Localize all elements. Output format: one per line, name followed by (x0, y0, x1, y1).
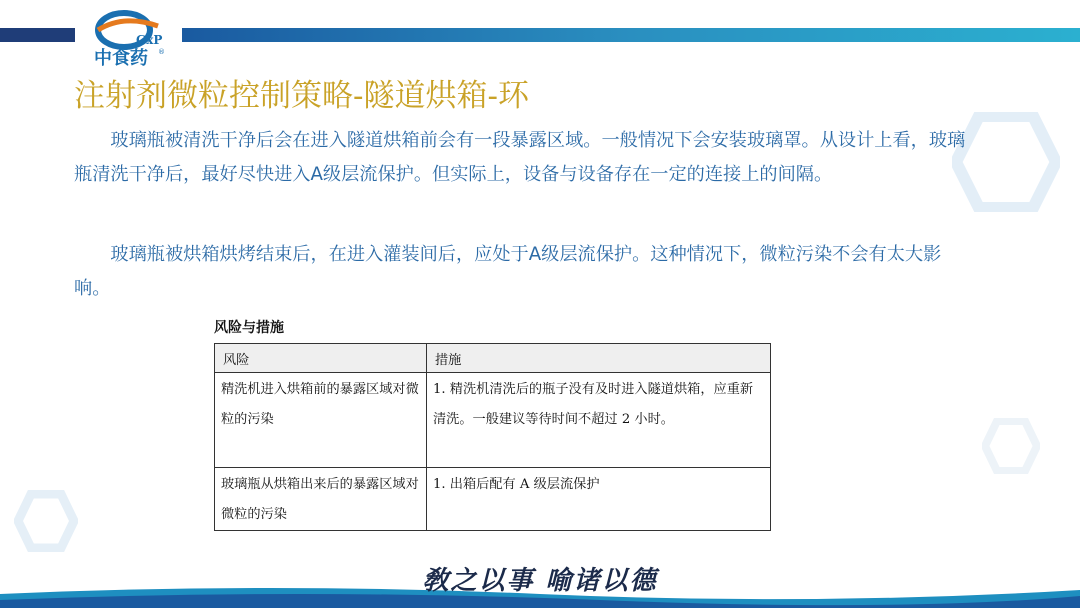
company-logo (88, 4, 176, 68)
risk-measure-table (214, 343, 771, 531)
slide-title: 注射剂微粒控制策略-隧道烘箱-环 (74, 78, 529, 114)
risk-cell: 精洗机进入烘箱前的暴露区域对微粒的污染 (215, 373, 427, 468)
column-header-risk: 风险 (215, 344, 427, 373)
measure-cell: 1. 出箱后配有 A 级层流保护 (427, 468, 771, 531)
logo-name: 中食药 (94, 48, 148, 68)
hexagon-decoration (14, 490, 78, 552)
logo-mark: GxP (136, 33, 163, 47)
header-bar-left (0, 28, 75, 42)
table-header-row (215, 344, 771, 373)
table-caption: 风险与措施 (214, 320, 284, 336)
table-row (215, 468, 771, 531)
body-paragraph: 玻璃瓶被清洗干净后会在进入隧道烘箱前会有一段暴露区域。一般情况下会安装玻璃罩。从设计上看，玻璃瓶清洗干净后，最好尽快进入A级层流保护。但实际上，设备与设备存在一定的连接上的间隔。 (74, 130, 966, 185)
logo-registered: ® (158, 48, 165, 56)
hexagon-decoration (982, 418, 1040, 474)
column-header-measure: 措施 (427, 344, 771, 373)
risk-cell: 玻璃瓶从烘箱出来后的暴露区域对微粒的污染 (215, 468, 427, 531)
body-paragraph: 玻璃瓶被烘箱烘烤结束后，在进入灌装间后，应处于A级层流保护。这种情况下，微粒污染不会有太大影响。 (74, 244, 942, 299)
measure-cell: 1. 精洗机清洗后的瓶子没有及时进入隧道烘箱，应重新清洗。一般建议等待时间不超过 2 小时。 (427, 373, 771, 468)
table-row (215, 373, 771, 468)
header-bar-right (182, 28, 1080, 42)
footer-motto: 敎之以事 喻诸以德 (422, 566, 658, 596)
